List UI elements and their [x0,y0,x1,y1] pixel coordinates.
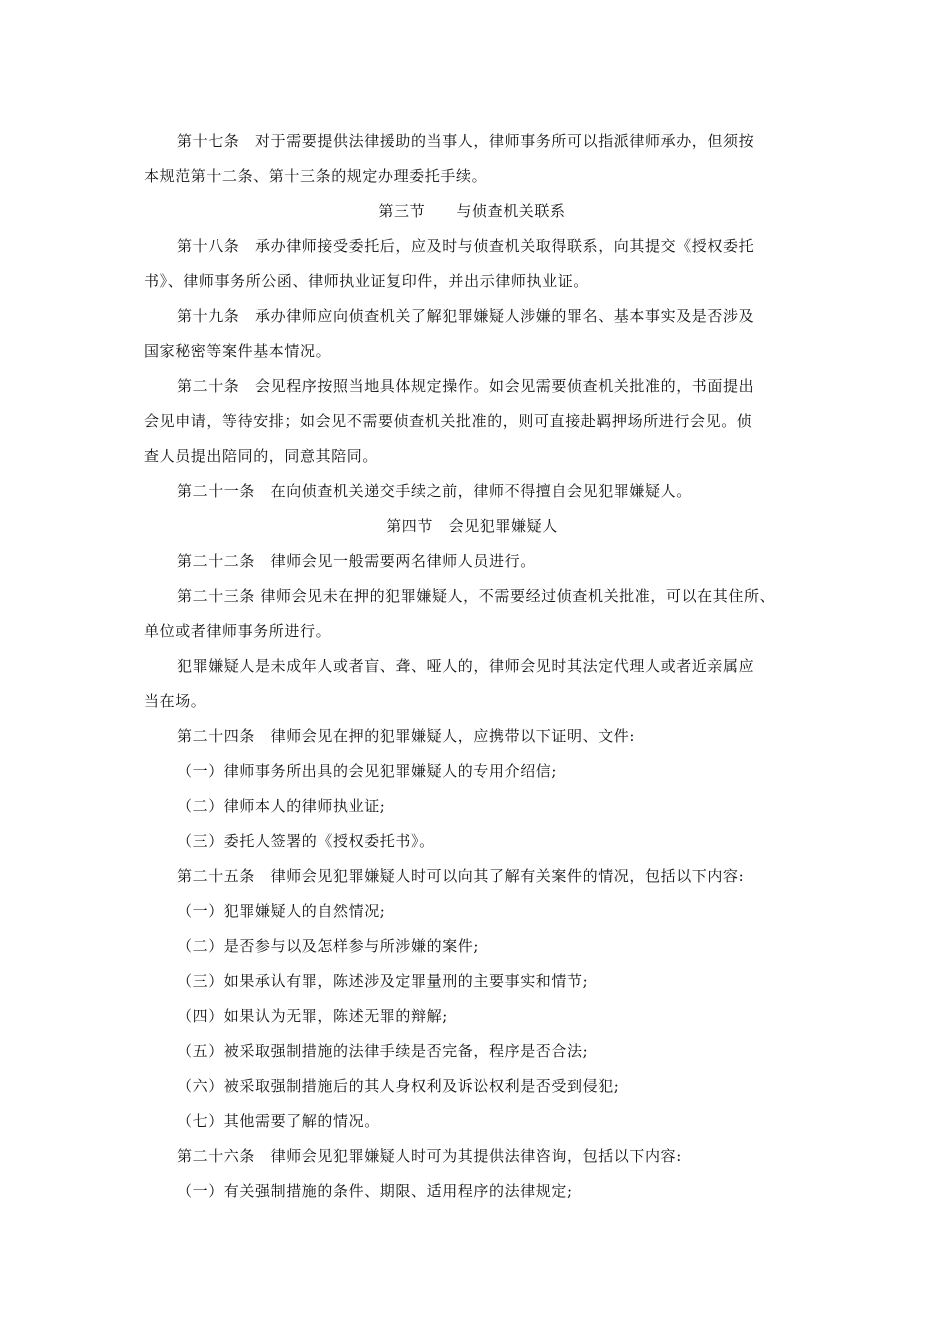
article-20-line-3: 查人员提出陪同的，同意其陪同。 [144,447,379,465]
article-23-line-1: 第二十三条 律师会见未在押的犯罪嫌疑人，不需要经过侦查机关批准，可以在其住所、 [177,587,776,605]
article-24-line-1: 第二十四条 律师会见在押的犯罪嫌疑人，应携带以下证明、文件: [177,727,636,745]
article-23-paragraph-2-line-2: 当在场。 [144,692,207,710]
section-4-heading: 第四节 会见犯罪嫌疑人 [386,517,558,535]
article-21-line-1: 第二十一条 在向侦查机关递交手续之前，律师不得擅自会见犯罪嫌疑人。 [177,482,692,500]
article-23-line-2: 单位或者律师事务所进行。 [144,622,332,640]
article-25-item-7: （七）其他需要了解的情况。 [177,1112,380,1130]
article-19-line-1: 第十九条 承办律师应向侦查机关了解犯罪嫌疑人涉嫌的罪名、基本事实及是否涉及 [177,307,755,325]
article-23-paragraph-2-line-1: 犯罪嫌疑人是未成年人或者盲、聋、哑人的，律师会见时其法定代理人或者近亲属应 [177,657,755,675]
article-24-item-3: （三）委托人签署的《授权委托书》。 [177,832,435,850]
article-20-line-2: 会见申请，等待安排；如会见不需要侦查机关批准的，则可直接赴羁押场所进行会见。侦 [144,412,753,430]
article-26-line-1: 第二十六条 律师会见犯罪嫌疑人时可为其提供法律咨询，包括以下内容: [177,1147,682,1165]
article-25-line-1: 第二十五条 律师会见犯罪嫌疑人时可以向其了解有关案件的情况，包括以下内容: [177,867,745,885]
article-24-item-2: （二）律师本人的律师执业证; [177,797,386,815]
article-25-item-2: （二）是否参与以及怎样参与所涉嫌的案件; [177,937,480,955]
section-3-heading: 第三节 与侦查机关联系 [378,202,566,220]
article-25-item-6: （六）被采取强制措施后的其人身权利及诉讼权利是否受到侵犯; [177,1077,620,1095]
article-25-item-4: （四）如果认为无罪，陈述无罪的辩解; [177,1007,448,1025]
article-25-item-1: （一）犯罪嫌疑人的自然情况; [177,902,386,920]
article-25-item-5: （五）被采取强制措施的法律手续是否完备，程序是否合法; [177,1042,589,1060]
article-19-line-2: 国家秘密等案件基本情况。 [144,342,332,360]
article-22-line-1: 第二十二条 律师会见一般需要两名律师人员进行。 [177,552,536,570]
article-20-line-1: 第二十条 会见程序按照当地具体规定操作。如会见需要侦查机关批准的，书面提出 [177,377,755,395]
article-17-line-1: 第十七条 对于需要提供法律援助的当事人，律师事务所可以指派律师承办，但须按 [177,132,755,150]
article-18-line-2: 书》、律师事务所公函、律师执业证复印件，并出示律师执业证。 [144,272,589,290]
document-body [144,124,824,1209]
article-24-item-1: （一）律师事务所出具的会见犯罪嫌疑人的专用介绍信; [177,762,558,780]
article-17-line-2: 本规范第十二条、第十三条的规定办理委托手续。 [144,167,488,185]
article-25-item-3: （三）如果承认有罪，陈述涉及定罪量刑的主要事实和情节; [177,972,589,990]
article-26-item-1: （一）有关强制措施的条件、期限、适用程序的法律规定; [177,1182,573,1200]
article-18-line-1: 第十八条 承办律师接受委托后，应及时与侦查机关取得联系，向其提交《授权委托 [177,237,755,255]
